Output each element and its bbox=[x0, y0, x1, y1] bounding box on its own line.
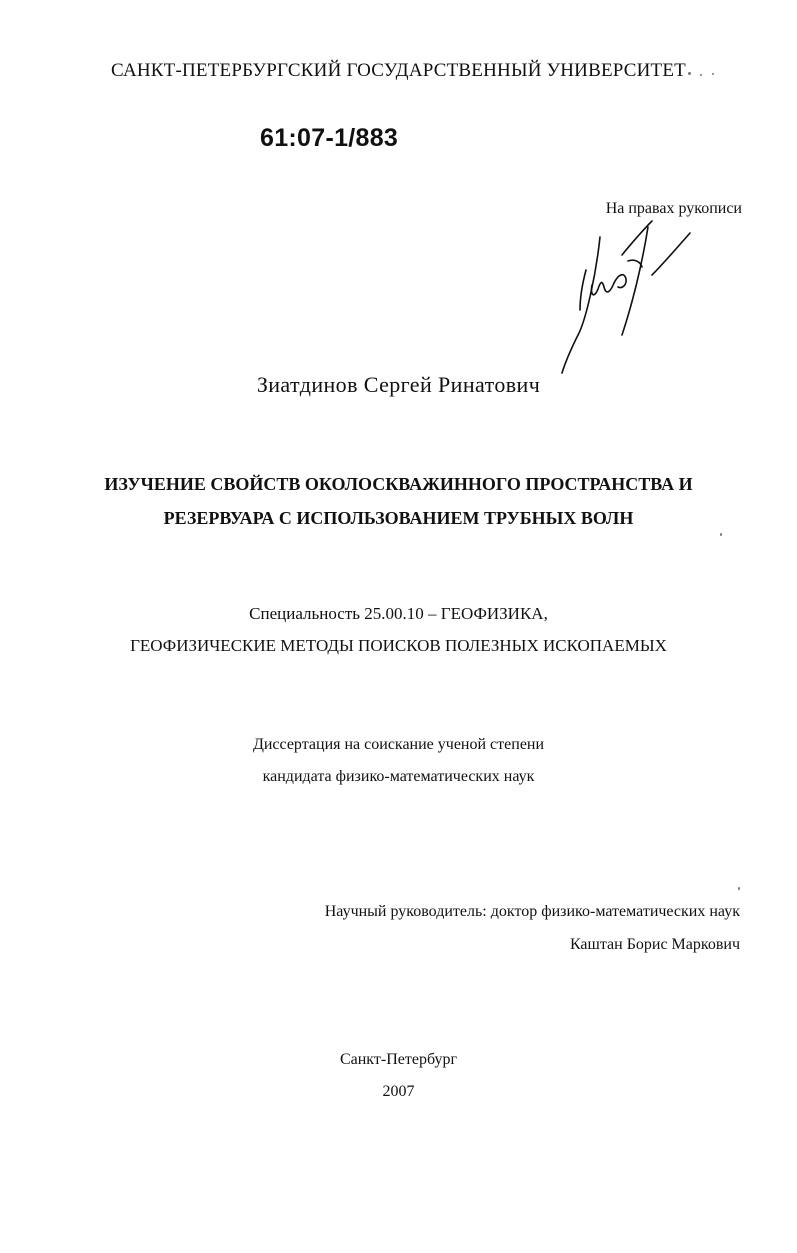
city: Санкт-Петербург bbox=[339, 1051, 458, 1068]
scan-speck bbox=[700, 74, 702, 76]
scan-speck bbox=[688, 72, 691, 75]
scan-speck bbox=[720, 533, 722, 536]
catalog-number: 61:07-1/883 bbox=[260, 124, 399, 152]
thesis-title-line-2: РЕЗЕРВУАРА С ИСПОЛЬЗОВАНИЕМ ТРУБНЫХ ВОЛН bbox=[163, 508, 634, 528]
signature-icon bbox=[552, 215, 712, 385]
university-name: САНКТ-ПЕТЕРБУРГСКИЙ ГОСУДАРСТВЕННЫЙ УНИВЕРСИТЕТ bbox=[111, 60, 686, 81]
thesis-title-line-1: ИЗУЧЕНИЕ СВОЙСТВ ОКОЛОСКВАЖИННОГО ПРОСТРАНСТВА И bbox=[104, 474, 693, 494]
advisor-label: Научный руководитель: доктор физико-математических наук bbox=[324, 903, 740, 920]
scan-speck bbox=[712, 73, 714, 75]
scan-speck bbox=[738, 887, 740, 890]
year: 2007 bbox=[382, 1083, 415, 1100]
dissertation-line-2: кандидата физико-математических наук bbox=[262, 768, 535, 785]
specialty-line-2: ГЕОФИЗИЧЕСКИЕ МЕТОДЫ ПОИСКОВ ПОЛЕЗНЫХ ИСКОПАЕМЫХ bbox=[130, 636, 667, 655]
manuscript-note: На правах рукописи bbox=[605, 200, 742, 217]
advisor-name: Каштан Борис Маркович bbox=[569, 936, 740, 953]
author-name: Зиатдинов Сергей Ринатович bbox=[256, 372, 541, 397]
specialty-line-1: Специальность 25.00.10 – ГЕОФИЗИКА, bbox=[249, 604, 548, 623]
dissertation-line-1: Диссертация на соискание ученой степени bbox=[252, 736, 545, 753]
